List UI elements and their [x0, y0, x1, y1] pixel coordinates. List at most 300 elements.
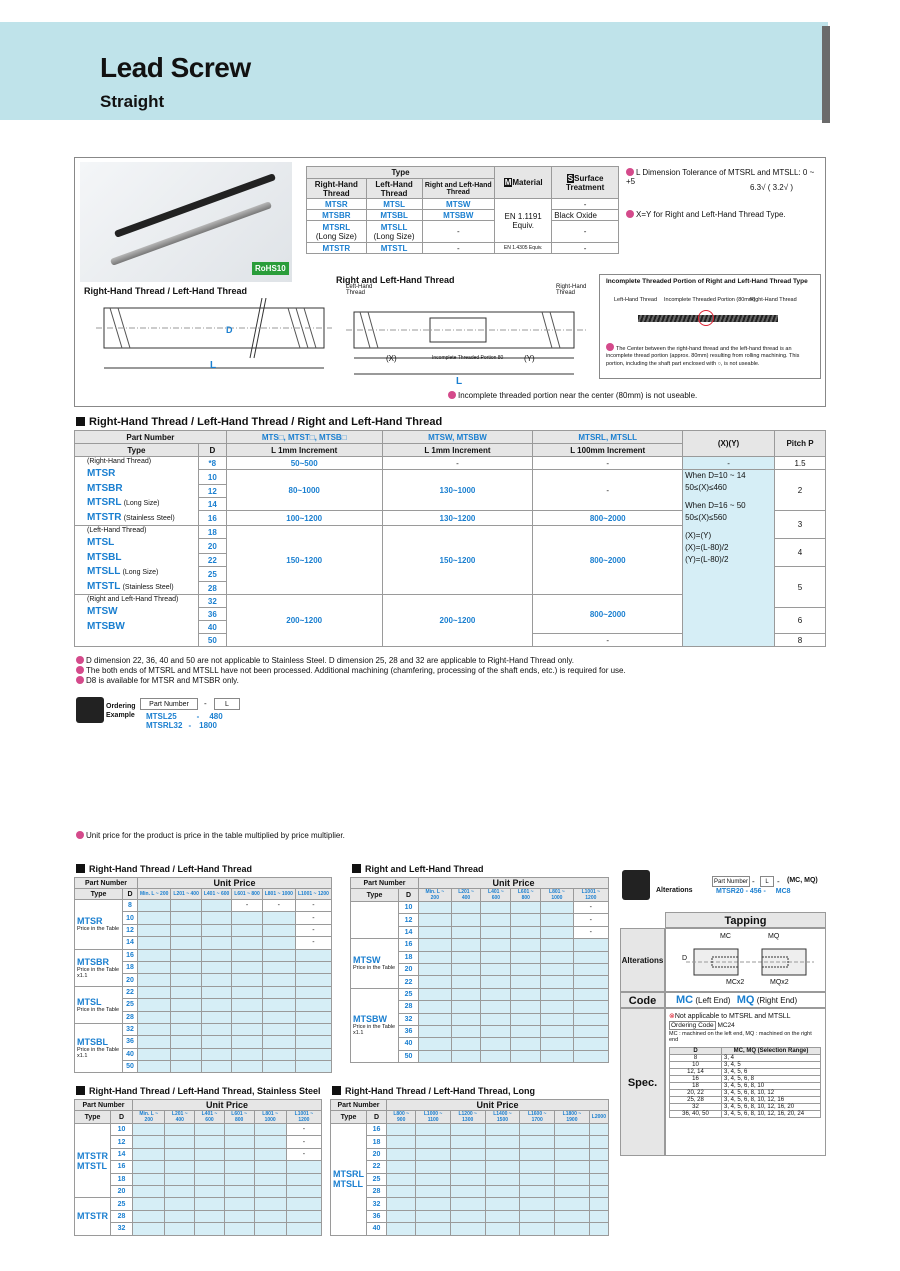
price-cell	[450, 1173, 485, 1185]
price-cell	[541, 926, 574, 938]
alt-h2: L	[760, 876, 774, 887]
price1-unit-head: Unit Price	[138, 878, 332, 889]
price-cell	[481, 951, 511, 963]
price-cell	[262, 1048, 295, 1060]
price-cell	[451, 902, 481, 914]
spec-pitch: 3	[775, 511, 826, 539]
treatment-cell: -	[552, 199, 619, 210]
diagram2-title: Right and Left-Hand Thread	[336, 275, 455, 285]
price-cell	[555, 1198, 590, 1210]
price-range-head: L801 ~ 1000	[254, 1111, 286, 1124]
price-range-head: L1001 ~ 1200	[295, 889, 331, 900]
price-cell: -	[573, 914, 608, 926]
price-d: 22	[123, 986, 138, 998]
price-d: 16	[399, 939, 419, 951]
type-cell: MTSL	[366, 199, 422, 210]
price3-title: Right-Hand Thread / Left-Hand Thread, Stainless Steel	[76, 1086, 321, 1096]
price-cell	[419, 1001, 452, 1013]
price-cell	[133, 1148, 165, 1160]
price-cell	[286, 1198, 321, 1210]
price-cell	[419, 988, 452, 1000]
diagram2-left-label: Left-Hand Thread	[346, 284, 373, 296]
spec-pitch: 4	[775, 539, 826, 567]
note-icon	[606, 343, 614, 351]
price-cell	[295, 1048, 331, 1060]
ordering-label: Ordering Example	[106, 703, 136, 720]
price-cell	[573, 1038, 608, 1050]
price-cell	[165, 1136, 195, 1148]
price-cell	[451, 963, 481, 975]
price-d: 8	[123, 900, 138, 912]
alt-h3: (MC, MQ)	[787, 877, 818, 884]
price-cell	[171, 949, 201, 961]
price-cell	[201, 974, 231, 986]
spec-d: 32	[198, 595, 226, 608]
price-cell	[419, 1050, 452, 1062]
price-d: 18	[367, 1136, 387, 1148]
spec-d: 22	[198, 554, 226, 567]
material-head: MMaterial	[495, 167, 552, 199]
price-cell	[485, 1148, 520, 1160]
price-cell	[201, 1061, 231, 1073]
price-cell	[573, 939, 608, 951]
price-cell	[201, 999, 231, 1011]
diagram2-mid-label: Incomplete Threaded Portion 80	[432, 355, 504, 361]
price-cell	[232, 1061, 262, 1073]
code-values: MC (Left End) MQ (Right End)	[665, 992, 826, 1008]
price-group: MTSTR MTSTL	[75, 1124, 111, 1198]
price-cell	[520, 1124, 555, 1136]
price-d: 16	[367, 1124, 387, 1136]
price-cell	[387, 1185, 416, 1197]
price-cell	[295, 1011, 331, 1023]
price-cell	[511, 926, 541, 938]
spec-notes: D dimension 22, 36, 40 and 50 are not applicable to Stainless Steel. D dimension 25, 28 and 32 are applicable to Right-Hand Thread only. The both ends of MTSRL and MTSLL have not been processed. Additional machining (chamfering, processing of the shaft ends, etc.) is required for use. D8 is available for MTSR and MTSBR only.	[76, 656, 826, 686]
price-cell	[138, 1011, 171, 1023]
price-group: MTSRL MTSLL	[331, 1124, 367, 1236]
price-cell	[451, 939, 481, 951]
price-range-head: L1200 ~ 1300	[450, 1111, 485, 1124]
price-cell	[573, 1050, 608, 1062]
price-cell	[451, 951, 481, 963]
spec-col3-head: MTSRL, MTSLL	[533, 431, 683, 444]
price-cell	[541, 1001, 574, 1013]
price-cell	[589, 1210, 608, 1222]
price-d: 36	[367, 1210, 387, 1222]
spec-c2: 150~1200	[382, 526, 533, 595]
price-cell	[451, 1038, 481, 1050]
spec-d: 12	[198, 485, 226, 498]
price-cell: -	[295, 912, 331, 924]
spec-c1: 80~1000	[226, 470, 382, 511]
type-cell: MTSLL (Long Size)	[366, 221, 422, 243]
price-cell	[485, 1173, 520, 1185]
price-cell	[165, 1148, 195, 1160]
price-cell	[485, 1136, 520, 1148]
alt-spec-row: 25, 28 3, 4, 5, 6, 8, 10, 12, 16	[670, 1097, 821, 1104]
price-cell	[555, 1148, 590, 1160]
price-cell	[481, 1025, 511, 1037]
price-cell	[481, 988, 511, 1000]
spec-group-both: (Right and Left-Hand Thread) MTSW MTSBW	[75, 595, 199, 647]
type-cell: -	[422, 243, 495, 254]
price-cell	[201, 937, 231, 949]
price-cell	[262, 1023, 295, 1035]
col-right-left: Right and Left-Hand Thread	[422, 179, 495, 199]
spec-c2: 200~1200	[382, 595, 533, 647]
price-group: MTSBR Price in the Table x1.1	[75, 949, 123, 986]
price-d: 28	[399, 1001, 419, 1013]
price-cell	[419, 1038, 452, 1050]
price-d: 28	[111, 1210, 133, 1222]
tap-mq: MQ	[768, 933, 780, 940]
alt-h1: Part Number	[712, 876, 750, 887]
price-range-head: Min. L ~ 200	[419, 889, 452, 902]
price-cell	[224, 1161, 254, 1173]
price-cell	[133, 1136, 165, 1148]
price-d: 20	[399, 963, 419, 975]
price-cell	[138, 1023, 171, 1035]
price-cell	[171, 900, 201, 912]
treatment-cell: -	[552, 221, 619, 243]
diagram1-d-label: D	[226, 325, 233, 335]
alt-example: MTSR20 - 456 - MC8	[716, 888, 791, 895]
price-cell	[450, 1223, 485, 1235]
price2-d-head: D	[399, 889, 419, 902]
price-cell	[555, 1124, 590, 1136]
tap-mc: MC	[720, 933, 731, 940]
price-cell	[224, 1210, 254, 1222]
alt-spec-row: 20, 22 3, 4, 5, 6, 8, 10, 12	[670, 1090, 821, 1097]
alt-spec-row: 10 3, 4, 5	[670, 1062, 821, 1069]
price1-part-head: Part Number	[75, 878, 138, 889]
price-cell	[541, 1013, 574, 1025]
price-cell	[419, 926, 452, 938]
price-cell	[481, 963, 511, 975]
price-cell	[511, 1013, 541, 1025]
type-material-table	[306, 166, 619, 254]
price-cell: -	[286, 1136, 321, 1148]
price-cell	[589, 1223, 608, 1235]
price-cell: -	[295, 937, 331, 949]
price-cell	[541, 902, 574, 914]
spec-c1: 50~500	[226, 457, 382, 470]
type-cell: MTSBR	[307, 210, 367, 221]
price-cell	[232, 961, 262, 973]
price-cell	[138, 1061, 171, 1073]
price-cell	[295, 999, 331, 1011]
spec-xy-block: When D=10 ~ 14 50≤(X)≤460 When D=16 ~ 50 50≤(X)≤560 (X)=(Y) (X)=(L-80)/2 (Y)=(L-80)/2	[683, 470, 775, 647]
price-cell	[201, 900, 231, 912]
price-d: 28	[123, 1011, 138, 1023]
price-cell	[450, 1185, 485, 1197]
spec-d: 16	[198, 511, 226, 526]
price-cell	[201, 912, 231, 924]
material-main: EN 1.1191 Equiv.	[495, 199, 552, 243]
price-cell	[451, 1050, 481, 1062]
spec-c3: 800~2000	[533, 595, 683, 634]
price-range-head: L201 ~ 400	[451, 889, 481, 902]
price-d: 20	[123, 974, 138, 986]
product-photo	[80, 162, 292, 282]
price-cell	[573, 963, 608, 975]
price1-type-head: Type	[75, 889, 123, 900]
rohs-badge: RoHS10	[252, 262, 289, 275]
price-cell	[511, 1025, 541, 1037]
price-group: MTSW Price in the Table	[351, 939, 399, 989]
price-cell	[286, 1185, 321, 1197]
price1-d-head: D	[123, 889, 138, 900]
price-cell	[171, 912, 201, 924]
price-d: 10	[111, 1124, 133, 1136]
price-cell	[171, 986, 201, 998]
header-shadow	[822, 26, 830, 123]
price-range-head: L1001 ~ 1200	[286, 1111, 321, 1124]
price-d: 40	[367, 1223, 387, 1235]
price-cell	[254, 1136, 286, 1148]
page-title: Lead Screw	[100, 52, 251, 83]
treatment-cell: Black Oxide	[552, 210, 619, 221]
price-cell	[224, 1223, 254, 1235]
price-note: Unit price for the product is price in the table multiplied by price multiplier.	[76, 831, 345, 840]
alt-row-label: Alterations	[620, 928, 665, 992]
price-range-head: L800 ~ 900	[387, 1111, 416, 1124]
spec-xy: -	[683, 457, 775, 470]
price-cell	[416, 1173, 450, 1185]
spec-d: 28	[198, 582, 226, 595]
price-cell	[419, 939, 452, 951]
price-cell	[286, 1173, 321, 1185]
price3-d-head: D	[111, 1111, 133, 1124]
price-cell	[416, 1161, 450, 1173]
price3-table	[74, 1099, 322, 1236]
price-cell	[573, 976, 608, 988]
price-d: 25	[111, 1198, 133, 1210]
incomplete-rh: Right-Hand Thread	[750, 297, 797, 303]
spec-c1: 200~1200	[226, 595, 382, 647]
price-cell	[262, 999, 295, 1011]
price-cell	[254, 1161, 286, 1173]
price-d: 18	[111, 1173, 133, 1185]
spec-type-head: Type	[75, 444, 199, 457]
spec-c2: -	[382, 457, 533, 470]
price-cell	[481, 1013, 511, 1025]
spec-d-head: D	[198, 444, 226, 457]
price-cell	[201, 1023, 231, 1035]
center-note: Incomplete threaded portion near the center (80mm) is not useable.	[448, 391, 697, 400]
price-cell	[416, 1185, 450, 1197]
price-cell	[419, 1025, 452, 1037]
price-cell	[195, 1210, 225, 1222]
price-cell	[555, 1210, 590, 1222]
price-d: 18	[399, 951, 419, 963]
price-d: 22	[367, 1161, 387, 1173]
price-d: 16	[123, 949, 138, 961]
price-d: 50	[399, 1050, 419, 1062]
price-cell	[224, 1136, 254, 1148]
price-cell	[224, 1198, 254, 1210]
price4-type-head: Type	[331, 1111, 367, 1124]
diagram2-y-label: (Y)	[524, 354, 535, 363]
price-cell	[295, 974, 331, 986]
ordering-row1: MTSL25 - 480	[146, 712, 223, 721]
price-cell	[481, 1038, 511, 1050]
price1-table	[74, 877, 332, 1073]
price-cell	[254, 1223, 286, 1235]
price-cell	[511, 1050, 541, 1062]
price-range-head: L1600 ~ 1700	[520, 1111, 555, 1124]
price4-d-head: D	[367, 1111, 387, 1124]
price-cell	[232, 1036, 262, 1048]
price-cell	[541, 914, 574, 926]
diagram2-l-label: L	[456, 376, 463, 387]
price-group: MTSBW Price in the Table x1.1	[351, 988, 399, 1062]
price-cell	[254, 1173, 286, 1185]
type-cell: MTSTR	[307, 243, 367, 254]
price-cell	[232, 986, 262, 998]
alt-dash2: -	[777, 877, 780, 886]
price1-title: Right-Hand Thread / Left-Hand Thread	[76, 864, 252, 874]
col-right-hand: Right-Hand Thread	[307, 179, 367, 199]
spec-pitch: 2	[775, 470, 826, 511]
price-cell	[138, 961, 171, 973]
price-cell	[520, 1210, 555, 1222]
price-cell	[133, 1173, 165, 1185]
col-left-hand: Left-Hand Thread	[366, 179, 422, 199]
incomplete-mid: Incomplete Threaded Portion (80mm)	[664, 297, 756, 303]
spec-group-right: (Right-Hand Thread) MTSR MTSBR MTSRL (Long Size) MTSTR (Stainless Steel)	[75, 457, 199, 526]
price-group	[351, 902, 399, 939]
price-d: 32	[399, 1013, 419, 1025]
price-cell	[450, 1198, 485, 1210]
spec-table	[74, 430, 826, 647]
price-cell	[419, 1013, 452, 1025]
price-cell	[133, 1185, 165, 1197]
price-cell	[195, 1223, 225, 1235]
price-cell	[573, 1001, 608, 1013]
price-cell	[171, 974, 201, 986]
incomplete-title: Incomplete Threaded Portion of Right and Left-Hand Thread Type	[606, 278, 808, 285]
price-range-head: L1000 ~ 1100	[416, 1111, 450, 1124]
spec-d: 50	[198, 634, 226, 647]
price-cell: -	[286, 1148, 321, 1160]
price-cell	[450, 1148, 485, 1160]
price-cell	[481, 976, 511, 988]
price-cell	[286, 1161, 321, 1173]
price-cell	[511, 1001, 541, 1013]
spec-c3: -	[533, 457, 683, 470]
price-cell	[485, 1161, 520, 1173]
price-cell	[232, 999, 262, 1011]
price-cell	[295, 1061, 331, 1073]
type-cell: MTSRL (Long Size)	[307, 221, 367, 243]
price-cell	[232, 1048, 262, 1060]
price-cell	[254, 1198, 286, 1210]
price-cell	[387, 1148, 416, 1160]
price-cell	[133, 1124, 165, 1136]
price-cell	[165, 1198, 195, 1210]
price-cell	[262, 961, 295, 973]
spec-d: 18	[198, 526, 226, 539]
price-cell	[165, 1223, 195, 1235]
price-cell	[232, 1023, 262, 1035]
price-cell	[295, 949, 331, 961]
price-cell: -	[573, 902, 608, 914]
price-group: MTSBL Price in the Table x1.1	[75, 1023, 123, 1073]
price-range-head: Min. L ~ 200	[133, 1111, 165, 1124]
price-cell	[262, 974, 295, 986]
price-range-head: L801 ~ 1000	[262, 889, 295, 900]
price-cell	[387, 1124, 416, 1136]
alt-spec-row: 12, 14 3, 4, 5, 6	[670, 1069, 821, 1076]
spec-inc3: L 100mm Increment	[533, 444, 683, 457]
price-cell	[541, 976, 574, 988]
price-cell	[387, 1173, 416, 1185]
price-range-head: L201 ~ 400	[165, 1111, 195, 1124]
type-cell: MTSW	[422, 199, 495, 210]
tap-mqx2: MQx2	[770, 979, 789, 986]
spec-c3: 800~2000	[533, 526, 683, 595]
alt-spec-row: 8 3, 4	[670, 1055, 821, 1062]
price-cell	[138, 949, 171, 961]
price-cell	[481, 926, 511, 938]
price-cell	[511, 1038, 541, 1050]
price2-type-head: Type	[351, 889, 399, 902]
price-cell	[165, 1210, 195, 1222]
price-cell	[201, 1036, 231, 1048]
price-cell	[138, 924, 171, 936]
price-cell	[171, 999, 201, 1011]
spec-pitch-head: Pitch P	[775, 431, 826, 457]
spec-d: 20	[198, 539, 226, 554]
price-cell	[555, 1161, 590, 1173]
price-cell	[589, 1185, 608, 1197]
spec-pitch: 5	[775, 567, 826, 608]
price-cell	[171, 1061, 201, 1073]
price-range-head: L401 ~ 600	[481, 889, 511, 902]
diagram2-drawing	[346, 300, 596, 380]
price-d: 12	[111, 1136, 133, 1148]
spec-c1: 150~1200	[226, 526, 382, 595]
price4-unit-head: Unit Price	[387, 1100, 609, 1111]
price-group: MTSTR	[75, 1198, 111, 1235]
price-cell	[541, 1038, 574, 1050]
price-cell	[232, 937, 262, 949]
type-head: Type	[307, 167, 495, 179]
spec-pitch: 6	[775, 608, 826, 634]
price-cell	[511, 976, 541, 988]
spec-d: 10	[198, 470, 226, 485]
price-cell	[589, 1148, 608, 1160]
price-cell: -	[262, 900, 295, 912]
type-cell: -	[422, 221, 495, 243]
price-cell	[511, 988, 541, 1000]
price-cell	[541, 939, 574, 951]
price3-part-head: Part Number	[75, 1100, 133, 1111]
price-cell	[262, 912, 295, 924]
ordering-dash: -	[204, 699, 207, 708]
price-cell	[224, 1173, 254, 1185]
diagram1-title: Right-Hand Thread / Left-Hand Thread	[84, 286, 247, 296]
tolerance-note: L Dimension Tolerance of MTSRL and MTSLL: 0 ~ +5	[626, 168, 815, 186]
spec-c3: -	[533, 470, 683, 511]
price-cell	[138, 974, 171, 986]
spec-xy-head: (X)(Y)	[683, 431, 775, 457]
price-range-head: L401 ~ 600	[195, 1111, 225, 1124]
price-cell	[262, 1036, 295, 1048]
price3-type-head: Type	[75, 1111, 111, 1124]
price-cell	[201, 924, 231, 936]
